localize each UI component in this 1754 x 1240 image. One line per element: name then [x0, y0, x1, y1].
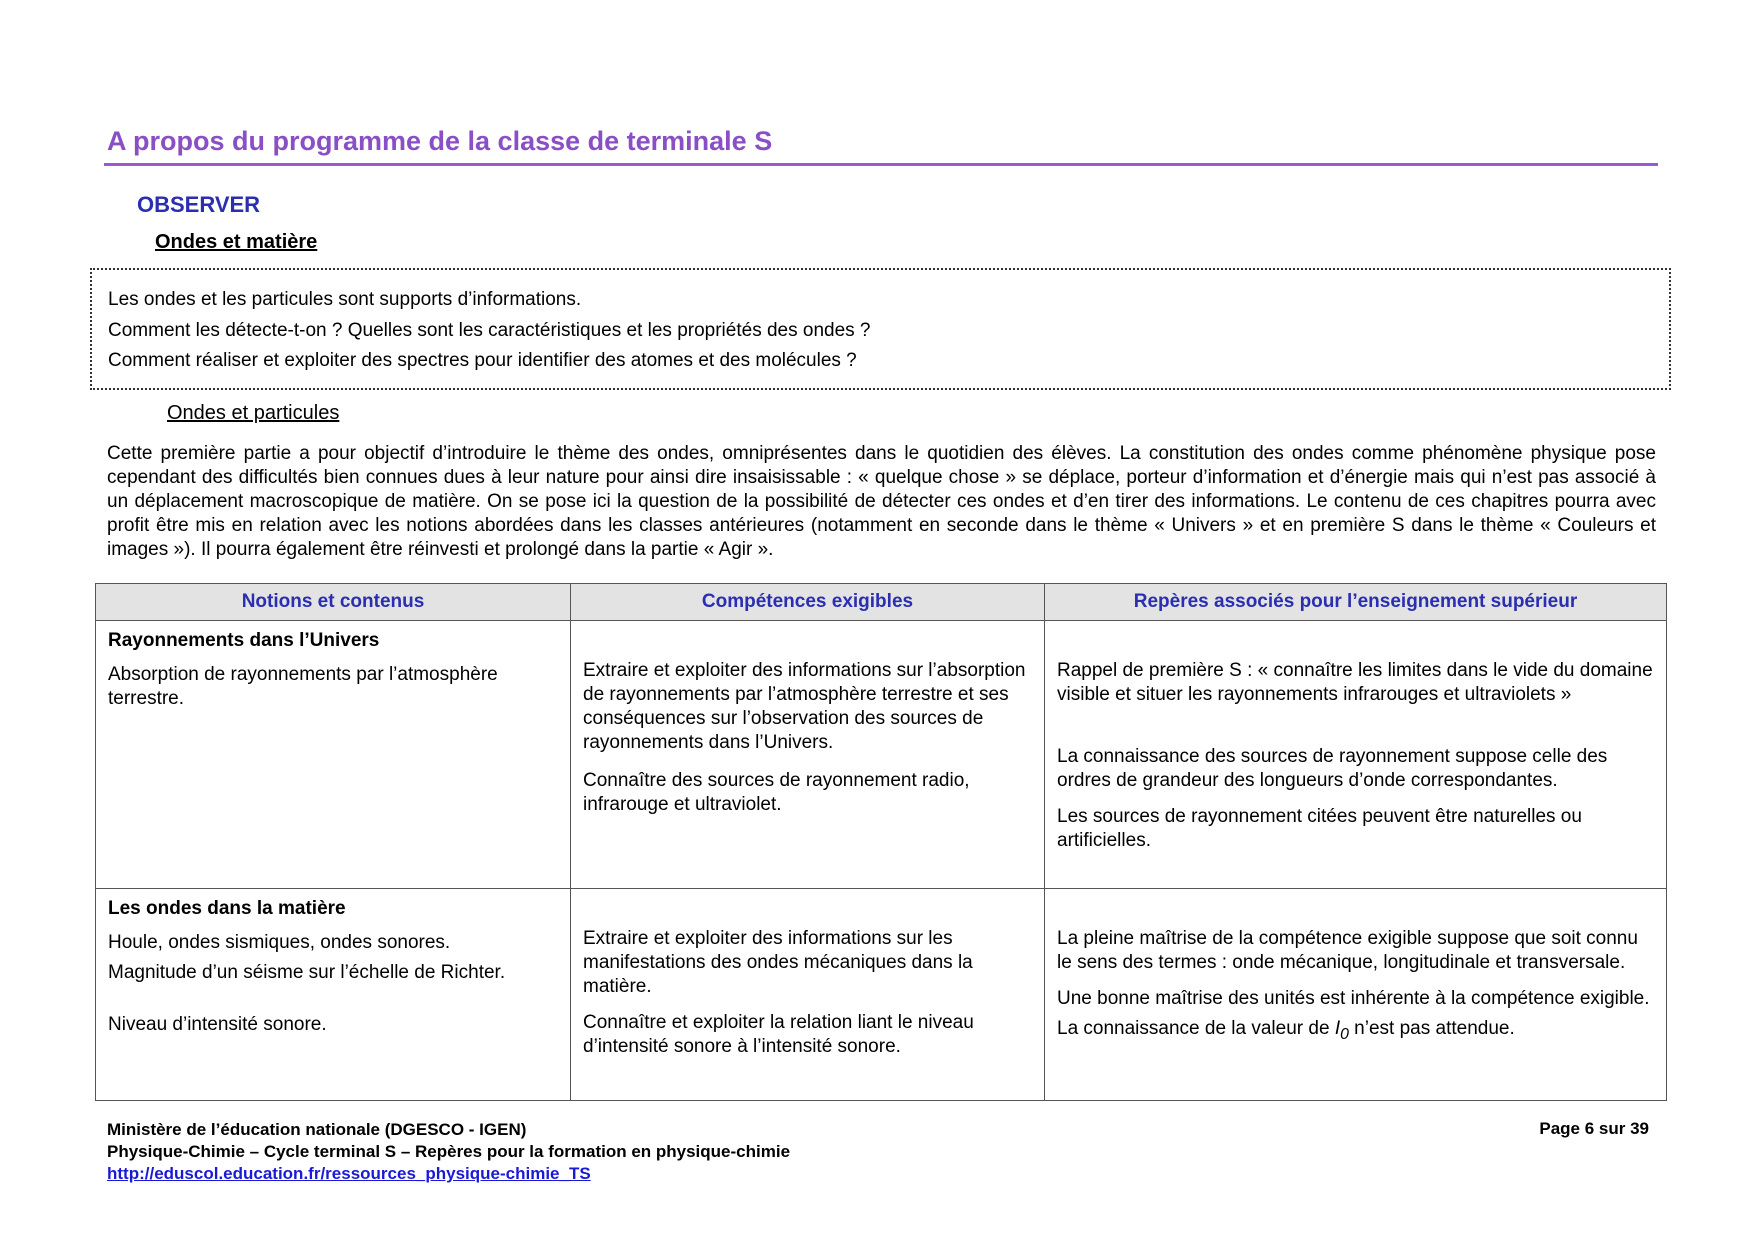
repere-item: Les sources de rayonnement citées peuvent être naturelles ou artificielles. [1057, 806, 1582, 851]
notions-cell [96, 889, 571, 1101]
reperes-cell [1045, 889, 1667, 1101]
notions-cell [96, 621, 571, 889]
header-competences: Compétences exigibles [571, 584, 1045, 621]
intro-box [90, 268, 1671, 390]
cell-spacer [583, 627, 1034, 659]
competences-cell [571, 889, 1045, 1101]
table-header-row [96, 584, 1667, 621]
page-number: Page 6 sur 39 [1539, 1119, 1649, 1138]
competence-item: Connaître et exploiter la relation liant le niveau d’intensité sonore à l’intensité sonore. [583, 1012, 974, 1057]
intensity-symbol: I [1334, 1018, 1341, 1039]
subsection-title: Ondes et matière [155, 231, 318, 253]
notion-item: Niveau d’intensité sonore. [108, 1014, 327, 1035]
reperes-cell [1045, 621, 1667, 889]
footer-left [107, 1119, 790, 1185]
footer-ministry: Ministère de l’éducation nationale (DGESCO - IGEN) [107, 1120, 527, 1139]
footer-link[interactable]: http://eduscol.education.fr/ressources_physique-chimie_TS [107, 1164, 591, 1183]
repere-item-io [1057, 1017, 1656, 1047]
header-reperes: Repères associés pour l’enseignement supérieur [1045, 584, 1667, 621]
repere-text-end: n’est pas attendue. [1348, 1018, 1515, 1039]
footer-subtitle: Physique-Chimie – Cycle terminal S – Repères pour la formation en physique-chimie [107, 1142, 791, 1161]
repere-item: Rappel de première S : « connaître les limites dans le vide du domaine visible et situer les rayonnements infrarouges et ultraviolets » [1057, 660, 1653, 705]
intro-line: Les ondes et les particules sont supports d’informations. [108, 289, 582, 310]
title-divider [104, 163, 1658, 166]
intro-line: Comment les détecte-t-on ? Quelles sont les caractéristiques et les propriétés des ondes ? [108, 320, 871, 341]
notion-item: Absorption de rayonnements par l’atmosphère terrestre. [108, 664, 498, 709]
cell-spacer [1057, 895, 1656, 927]
part-title: Ondes et particules [167, 402, 340, 424]
competence-item: Extraire et exploiter des informations sur les manifestations des ondes mécaniques dans la matière. [583, 928, 973, 997]
competence-item: Extraire et exploiter des informations sur l’absorption de rayonnements par l’atmosphère terrestre et ses conséquences sur l’observation des sources de rayonnements dans l’Univers. [583, 660, 1026, 753]
page-title: A propos du programme de la classe de terminale S [107, 126, 773, 156]
repere-item: La connaissance des sources de rayonnement suppose celle des ordres de grandeur des longueurs d’onde correspondantes. [1057, 746, 1608, 791]
table-row [96, 889, 1667, 1101]
row-heading: Les ondes dans la matière [108, 898, 346, 919]
table-row [96, 621, 1667, 889]
intensity-subscript: 0 [1340, 1025, 1349, 1043]
competence-item: Connaître des sources de rayonnement radio, infrarouge et ultraviolet. [583, 770, 970, 815]
notion-item: Houle, ondes sismiques, ondes sonores. [108, 932, 451, 953]
repere-text: La connaissance de la valeur de [1057, 1018, 1335, 1039]
intro-line: Comment réaliser et exploiter des spectres pour identifier des atomes et des molécules ? [108, 350, 857, 371]
row-heading: Rayonnements dans l’Univers [108, 630, 380, 651]
intro-paragraph: Cette première partie a pour objectif d’introduire le thème des ondes, omniprésentes dans le quotidien des élèves. La constitution des ondes comme phénomène physique pose cependant des difficultés bien connues dues à leur nature pour ainsi dire insaisissable : « quelque chose » se déplace, porteur d’information et d’énergie mais qui n’est pas associé à un déplacement macroscopique de matière. On se pose ici la question de la possibilité de détecter ces ondes et d’en tirer des informations. Le contenu de ces chapitres pourra avec profit être mis en relation avec les notions abordées dans les classes antérieures (notamment en seconde dans le thème « Univers » et en première S dans le thème « Couleurs et images »). Il pourra également être réinvesti et prolongé dans la partie « Agir ». [107, 443, 1656, 560]
competences-cell [571, 621, 1045, 889]
section-title: OBSERVER [137, 192, 261, 217]
repere-item: Une bonne maîtrise des unités est inhérente à la compétence exigible. [1057, 988, 1650, 1009]
header-notions: Notions et contenus [96, 584, 571, 621]
repere-item: La pleine maîtrise de la compétence exigible suppose que soit connu le sens des termes : onde mécanique, longitudinale et transversale. [1057, 928, 1638, 973]
cell-spacer [1057, 627, 1656, 659]
cell-spacer [583, 895, 1034, 927]
notion-item: Magnitude d’un séisme sur l’échelle de Richter. [108, 962, 506, 983]
requirements-table [95, 583, 1667, 1101]
